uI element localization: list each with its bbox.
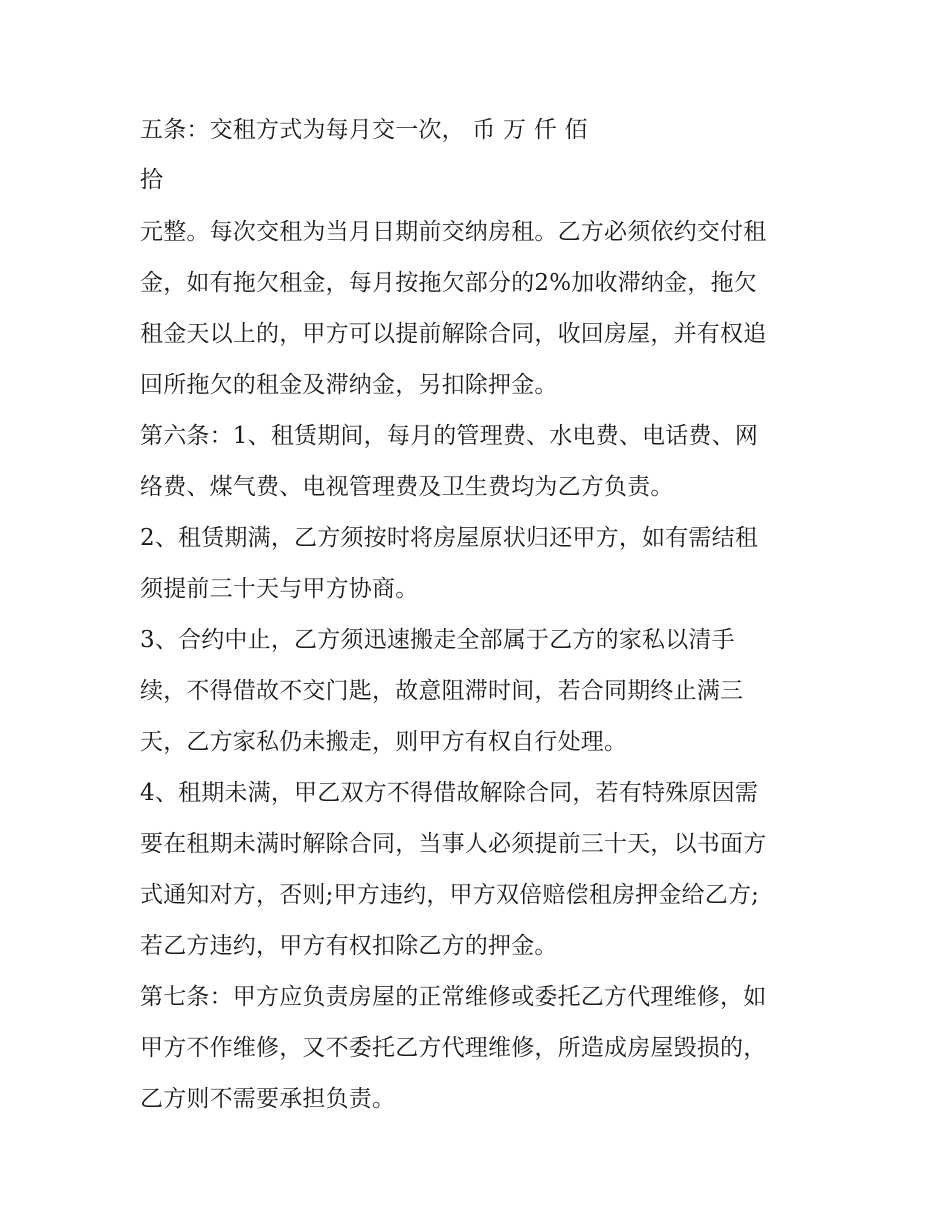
text-line: 乙方则不需要承担负责。 [140, 1086, 396, 1112]
text-line: 回所拖欠的租金及滞纳金，另扣除押金。 [140, 372, 558, 398]
text-line: 第七条：甲方应负责房屋的正常维修或委托乙方代理维修，如 [140, 984, 767, 1010]
text-line: 2、租赁期满，乙方须按时将房屋原状归还甲方，如有需结租 [140, 525, 759, 551]
text-line: 拾 [140, 167, 164, 193]
text-line: 4、租期未满，甲乙双方不得借故解除合同，若有特殊原因需 [140, 780, 759, 806]
text-line: 元整。每次交租为当月日期前交纳房租。乙方必须依约交付租 [140, 219, 767, 245]
text-line: 式通知对方，否则;甲方违约，甲方双倍赔偿租房押金给乙方; [140, 882, 760, 908]
text-line: 络费、煤气费、电视管理费及卫生费均为乙方负责。 [140, 474, 674, 500]
text-line: 续，不得借故不交门匙，故意阻滞时间，若合同期终止满三 [140, 678, 744, 704]
text-line: 若乙方违约，甲方有权扣除乙方的押金。 [140, 933, 558, 959]
text-line: 租金天以上的，甲方可以提前解除合同，收回房屋，并有权追 [140, 321, 767, 347]
text-line: 五条：交租方式为每月交一次， 币 万 仟 佰 [140, 117, 588, 143]
text-line: 须提前三十天与甲方协商。 [140, 576, 419, 602]
text-line: 要在租期未满时解除合同，当事人必须提前三十天，以书面方 [140, 831, 767, 857]
text-line: 3、合约中止，乙方须迅速搬走全部属于乙方的家私以清手 [140, 627, 735, 653]
text-line: 甲方不作维修，又不委托乙方代理维修，所造成房屋毁损的， [140, 1035, 767, 1061]
text-line: 金，如有拖欠租金，每月按拖欠部分的2%加收滞纳金，拖欠 [140, 270, 757, 296]
text-line: 第六条：1、租赁期间，每月的管理费、水电费、电话费、网 [140, 423, 759, 449]
text-line: 天，乙方家私仍未搬走，则甲方有权自行处理。 [140, 729, 628, 755]
